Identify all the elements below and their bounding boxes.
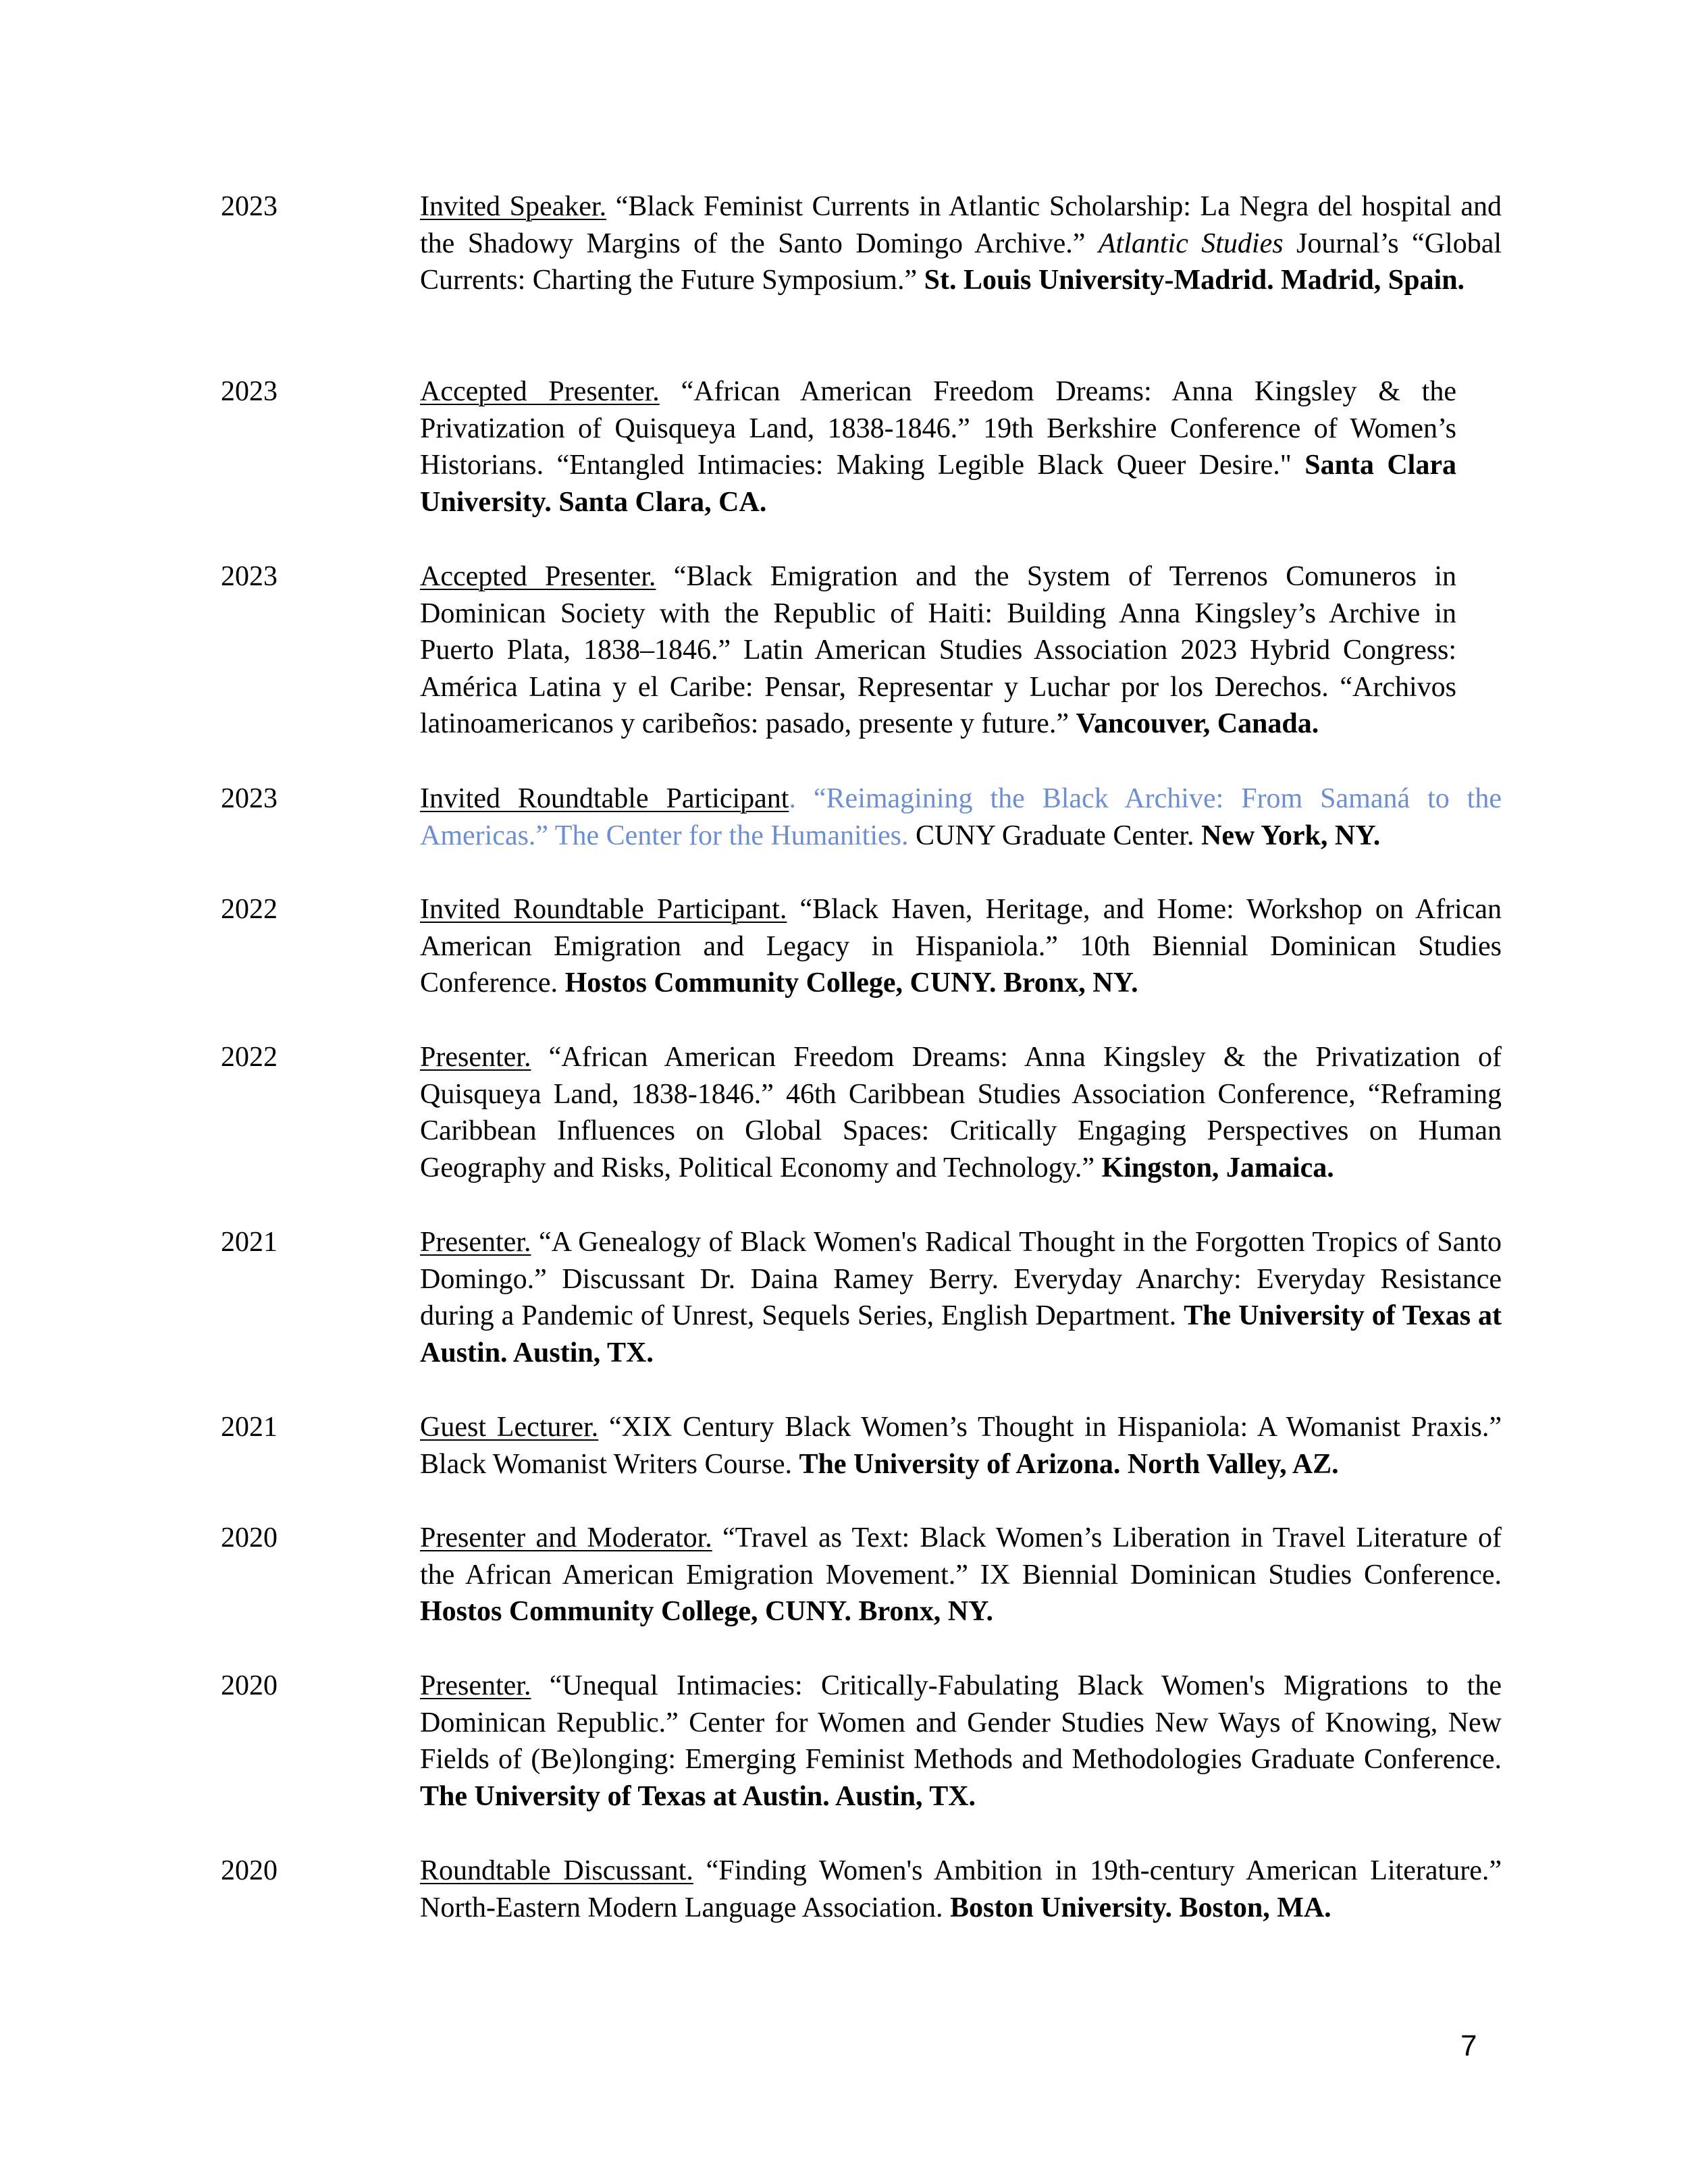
entry-description — [420, 1853, 1502, 1926]
entry-role: Accepted Presenter. — [420, 561, 656, 592]
entry-location: Santa Clara University. Santa Clara, CA. — [420, 450, 1456, 518]
entry-event: Journal’s “Global Currents: Charting the Future Symposium.” — [420, 228, 1502, 296]
entry-text: “A Genealogy of Black Women's Radical Thought in the Forgotten Tropics of Santo Domingo.” Discussant Dr. Daina Ramey Berry. Everyday Anarchy: Everyday Resistance during a Pandemic of Unrest, Sequels Series, English Department. — [420, 1227, 1502, 1331]
entry-location: Hostos Community College, CUNY. Bronx, NY. — [420, 1596, 994, 1627]
entry-text: “Travel as Text: Black Women’s Liberation in Travel Literature of the African American Emigration Movement.” IX Biennial Dominican Studies Conference. — [420, 1522, 1502, 1591]
entry-text: “African American Freedom Dreams: Anna Kingsley & the Privatization of Quisqueya Land, 1838-1846.” 46th Caribbean Studies Association Conference, “Reframing Caribbean Influences on Global Spaces: Critically Engaging Perspectives on Human Geography and Risks, Political Economy and Technology.” — [420, 1042, 1502, 1183]
entry-year: 2020 — [221, 1855, 278, 1886]
page-number: 7 — [1460, 2029, 1477, 2062]
entry-text: “Unequal Intimacies: Critically-Fabulating Black Women's Migrations to the Dominican Republic.” Center for Women and Gender Studies New Ways of Knowing, New Fields of (Be)longing: Emerging Feminist Methods and Methodologies Graduate Conference. — [420, 1670, 1502, 1775]
entry-description — [420, 1224, 1502, 1371]
entry-year: 2020 — [221, 1670, 278, 1701]
entry-title: “Black Feminist Currents in Atlantic Scholarship: La Negra del hospital and the Shadowy Margins of the Santo Domingo Archive.” — [420, 191, 1502, 259]
entry-role: Accepted Presenter. — [420, 376, 660, 407]
entry-text: “Finding Women's Ambition in 19th-century American Literature.” North-Eastern Modern Language Association. — [420, 1855, 1502, 1923]
entry-role: Roundtable Discussant. — [420, 1855, 693, 1886]
entry-description — [420, 1039, 1502, 1186]
entry-location: Kingston, Jamaica. — [1101, 1152, 1334, 1183]
entry-year: 2023 — [221, 561, 278, 592]
entry-year: 2023 — [221, 376, 278, 407]
entry-text: “African American Freedom Dreams: Anna Kingsley & the Privatization of Quisqueya Land, 1838-1846.” 19th Berkshire Conference of Women’s Historians. “Entangled Intimacies: Making Legible Black Queer Desire." — [420, 376, 1456, 481]
entry-year: 2023 — [221, 191, 278, 222]
entry-location: The University of Texas at Austin. Austin, TX. — [420, 1780, 976, 1812]
entry-location: Boston University. Boston, MA. — [949, 1892, 1331, 1923]
entry-year: 2021 — [221, 1227, 278, 1258]
entry-role: Invited Speaker. — [420, 191, 607, 222]
entry-year: 2020 — [221, 1522, 278, 1553]
entry-description — [420, 1668, 1502, 1815]
entry-year: 2022 — [221, 894, 278, 925]
entry-location: Vancouver, Canada. — [1076, 708, 1319, 739]
entry-text: CUNY Graduate Center. — [908, 820, 1201, 851]
entry-description — [420, 780, 1502, 854]
entry-role: Guest Lecturer. — [420, 1412, 599, 1443]
entry-year: 2021 — [221, 1412, 278, 1443]
entry-location: New York, NY. — [1201, 820, 1381, 851]
entry-role: Invited Roundtable Participant. — [420, 894, 787, 925]
entry-location: St. Louis University-Madrid. Madrid, Spain. — [924, 265, 1465, 296]
entry-text: “Black Haven, Heritage, and Home: Workshop on African American Emigration and Legacy in Hispaniola.” 10th Biennial Dominican Studies Conference. — [420, 894, 1502, 998]
entry-description — [420, 1409, 1502, 1483]
entry-role: Presenter. — [420, 1042, 531, 1073]
entry-location: Hostos Community College, CUNY. Bronx, NY. — [564, 967, 1138, 998]
entry-description — [420, 558, 1456, 743]
entry-text: “XIX Century Black Women’s Thought in Hispaniola: A Womanist Praxis.” Black Womanist Writers Course. — [420, 1412, 1502, 1480]
entry-description — [420, 1520, 1502, 1630]
entry-role: Presenter and Moderator. — [420, 1522, 712, 1553]
entry-location: The University of Texas at Austin. Austin, TX. — [420, 1300, 1502, 1368]
entry-role: Invited Roundtable Participant — [420, 783, 789, 814]
entry-role: Presenter. — [420, 1227, 531, 1258]
entry-link[interactable]: . “Reimagining the Black Archive: From Samaná to the Americas.” The Center for the Humanities. — [420, 783, 1502, 851]
entry-journal: Atlantic Studies — [1098, 228, 1284, 259]
entry-location: The University of Arizona. North Valley, AZ. — [799, 1448, 1339, 1480]
entry-description — [420, 188, 1502, 299]
entry-description — [420, 373, 1456, 521]
entry-role: Presenter. — [420, 1670, 531, 1701]
entry-year: 2023 — [221, 783, 278, 814]
entry-description — [420, 891, 1502, 1002]
entry-text: “Black Emigration and the System of Terrenos Comuneros in Dominican Society with the Republic of Haiti: Building Anna Kingsley’s Archive in Puerto Plata, 1838–1846.” Latin American Studies Association 2023 Hybrid Congress: América Latina y el Caribe: Pensar, Representar y Luchar por los Derechos. “Archivos latinoamericanos y caribeños: pasado, presente y future.” — [420, 561, 1456, 739]
entry-year: 2022 — [221, 1042, 278, 1073]
